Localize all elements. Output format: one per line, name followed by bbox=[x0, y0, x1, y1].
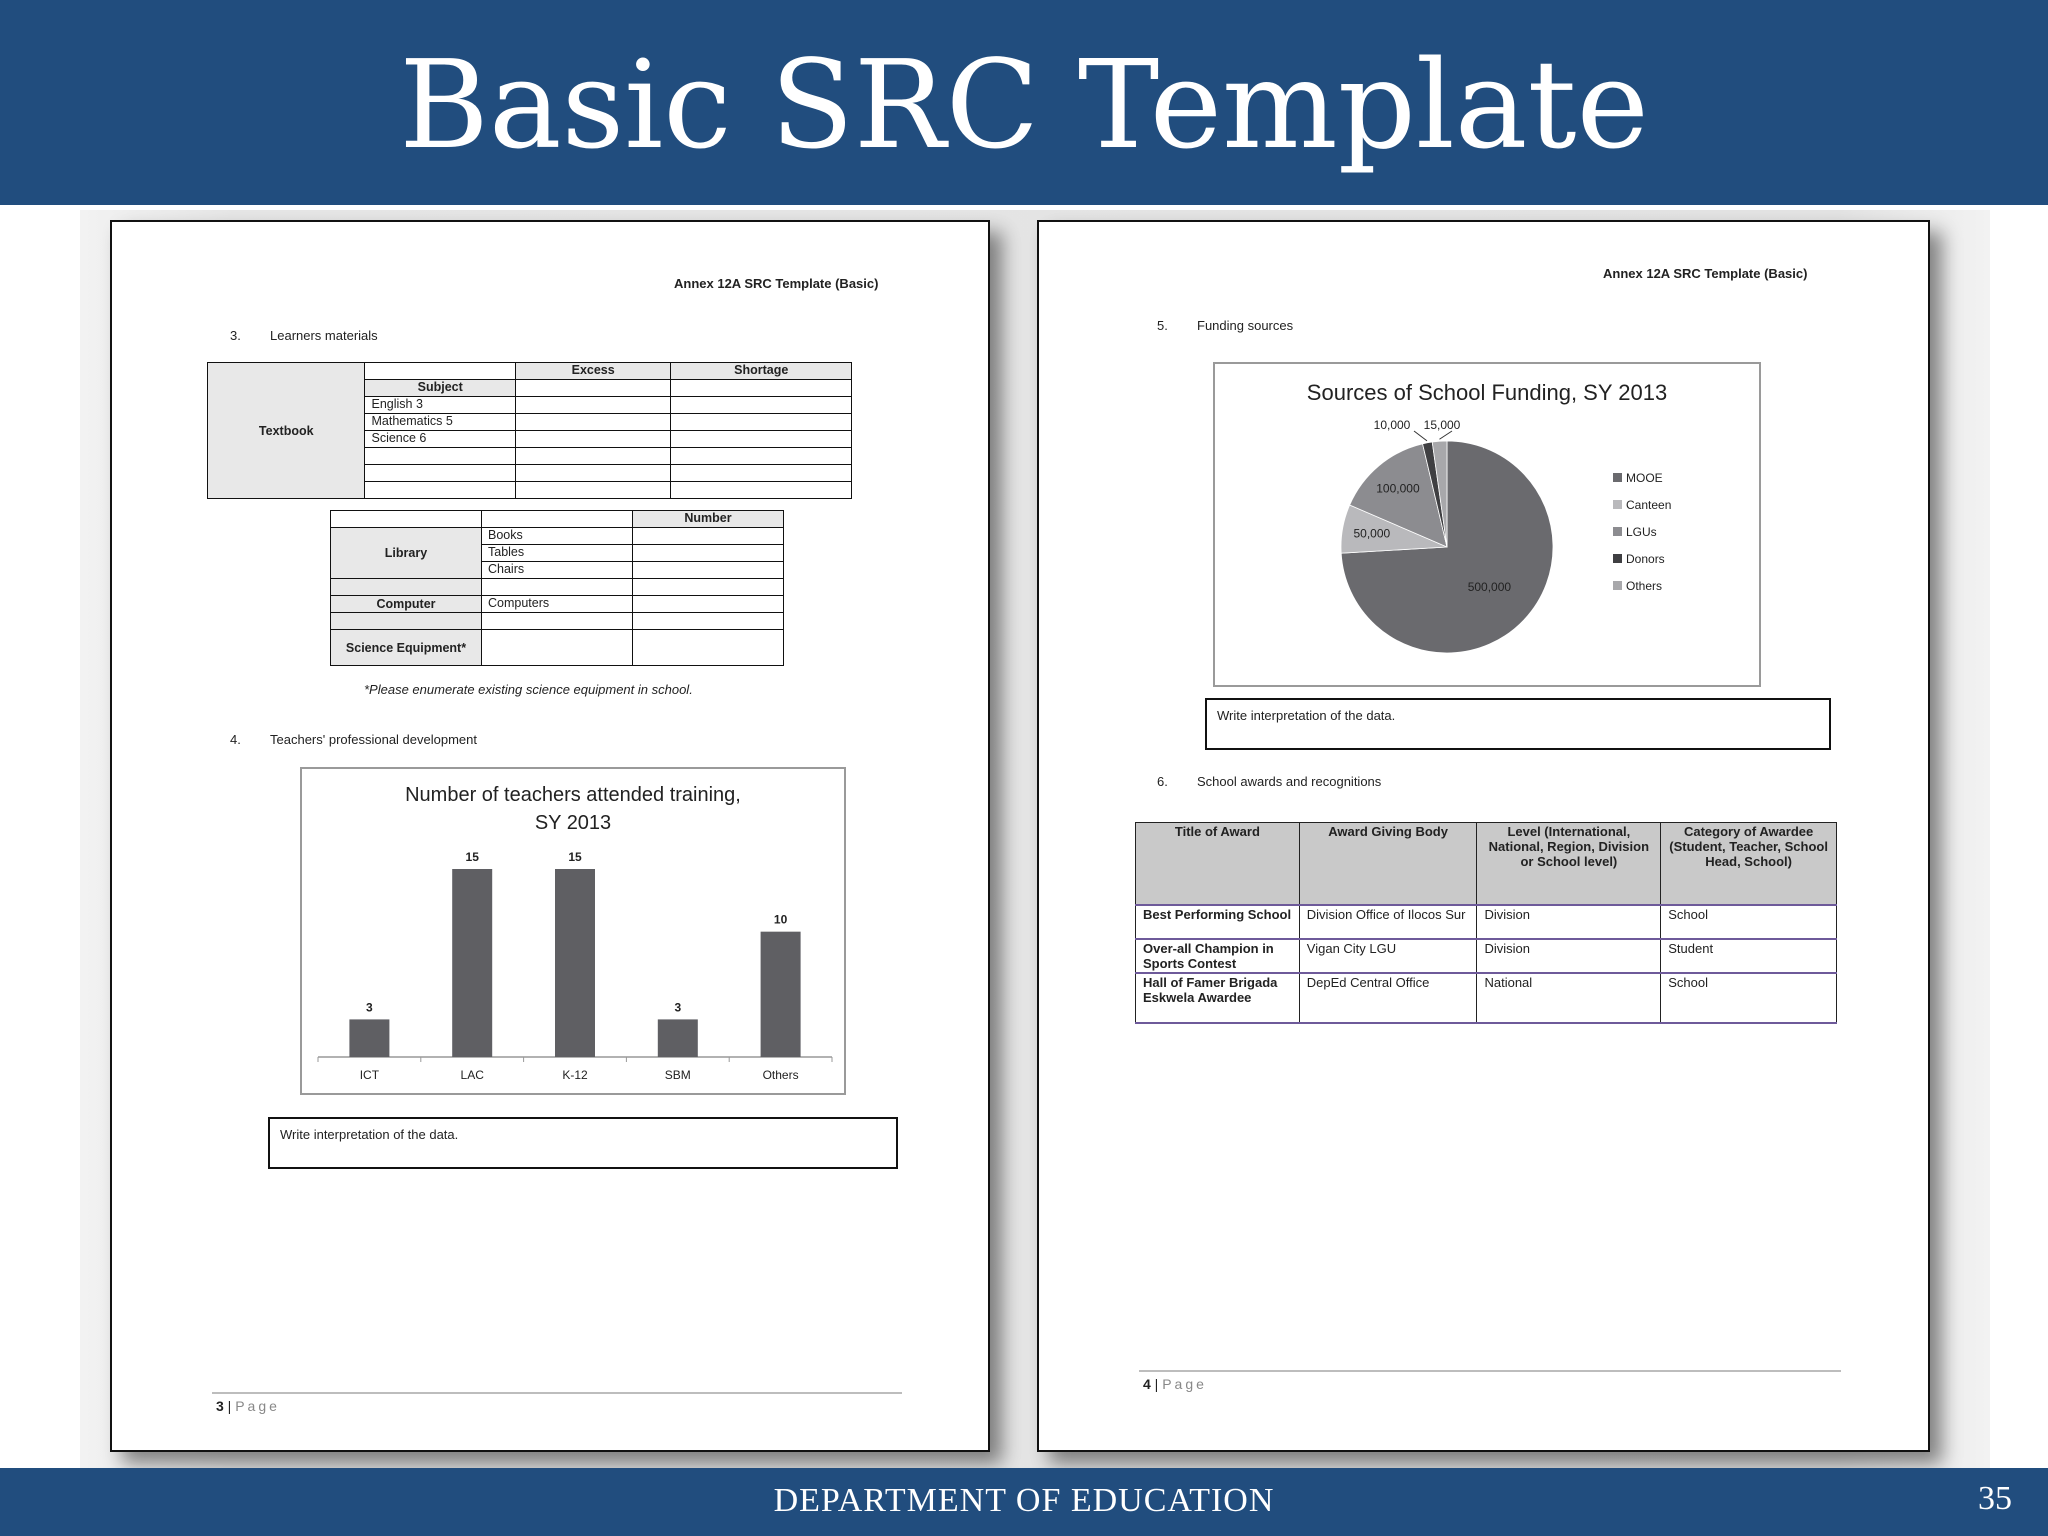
bar-value-label: 15 bbox=[568, 850, 582, 864]
bar bbox=[761, 932, 801, 1057]
legend-swatch bbox=[1613, 554, 1622, 563]
computer-item: Computers bbox=[482, 596, 633, 613]
science-equipment-label: Science Equipment* bbox=[331, 630, 482, 666]
award-level-header: Level (International, National, Region, Division or School level) bbox=[1477, 823, 1661, 905]
subject-cell: Science 6 bbox=[365, 431, 515, 448]
shortage-cell[interactable] bbox=[671, 482, 852, 499]
bar bbox=[349, 1019, 389, 1057]
document-page-3 bbox=[110, 220, 990, 1452]
section-learners-materials bbox=[230, 328, 378, 343]
bar-value-label: 10 bbox=[773, 912, 788, 927]
number-cell[interactable] bbox=[633, 562, 784, 579]
legend-label: LGUs bbox=[1626, 525, 1657, 539]
section-number: 4. bbox=[230, 732, 241, 747]
category-label: Others bbox=[762, 1068, 799, 1082]
pie-marks bbox=[1341, 418, 1671, 653]
bar bbox=[452, 869, 492, 1057]
number-cell[interactable] bbox=[633, 545, 784, 562]
legend-label: MOOE bbox=[1626, 471, 1663, 485]
interpretation-box[interactable]: Write interpretation of the data. bbox=[268, 1117, 898, 1169]
award-title-cell: Over-all Champion in Sports Contest bbox=[1136, 939, 1300, 973]
bar-marks bbox=[318, 850, 832, 1082]
excess-cell[interactable] bbox=[515, 482, 670, 499]
number-cell[interactable] bbox=[633, 596, 784, 613]
section-number: 5. bbox=[1157, 318, 1168, 333]
page-word: Page bbox=[1162, 1376, 1207, 1392]
bar-value-label: 3 bbox=[366, 1000, 373, 1015]
table-row bbox=[1136, 939, 1837, 973]
excess-cell[interactable] bbox=[515, 448, 670, 465]
excess-cell[interactable] bbox=[515, 465, 670, 482]
excess-header: Excess bbox=[515, 363, 670, 380]
pie-value-label: 15,000 bbox=[1423, 418, 1461, 432]
pie-leader-line bbox=[1414, 431, 1427, 441]
section-label: Funding sources bbox=[1197, 318, 1294, 333]
computer-label: Computer bbox=[331, 596, 482, 613]
category-label: SBM bbox=[664, 1068, 691, 1082]
bar bbox=[658, 1019, 698, 1057]
subject-cell: English 3 bbox=[365, 397, 515, 414]
chart-title: Sources of School Funding, SY 2013 bbox=[1306, 380, 1668, 405]
footnote: *Please enumerate existing science equipment in school. bbox=[364, 682, 693, 697]
excess-cell[interactable] bbox=[515, 380, 670, 397]
shortage-cell[interactable] bbox=[671, 414, 852, 431]
interpretation-box[interactable]: Write interpretation of the data. bbox=[1205, 698, 1831, 750]
legend-swatch bbox=[1613, 527, 1622, 536]
slide-number: 35 bbox=[1978, 1480, 2012, 1517]
award-category-header: Category of Awardee (Student, Teacher, School Head, School) bbox=[1661, 823, 1837, 905]
shortage-cell[interactable] bbox=[671, 465, 852, 482]
page-number: 4 bbox=[1143, 1376, 1151, 1392]
award-level-cell: Division bbox=[1477, 939, 1661, 973]
section-label: School awards and recognitions bbox=[1197, 774, 1382, 789]
section-teachers-development bbox=[230, 732, 477, 747]
legend-label: Others bbox=[1626, 579, 1663, 593]
section-funding-sources bbox=[1157, 318, 1293, 333]
pie-value-label: 50,000 bbox=[1353, 526, 1391, 541]
award-title-cell: Best Performing School bbox=[1136, 905, 1300, 939]
pie-leader-line bbox=[1439, 431, 1452, 439]
shortage-header: Shortage bbox=[671, 363, 852, 380]
textbook-table bbox=[207, 362, 852, 499]
library-item: Books bbox=[482, 528, 633, 545]
award-category-cell: School bbox=[1661, 973, 1837, 1023]
legend-label: Donors bbox=[1626, 552, 1665, 566]
award-category-cell: Student bbox=[1661, 939, 1837, 973]
award-body-header: Award Giving Body bbox=[1299, 823, 1477, 905]
table-row bbox=[1136, 973, 1837, 1023]
bar-chart-svg bbox=[302, 769, 844, 1093]
document-page-4 bbox=[1037, 220, 1930, 1452]
footer-rule bbox=[1139, 1370, 1841, 1372]
chart-title-line1: Number of teachers attended training, bbox=[405, 784, 741, 806]
legend-swatch bbox=[1613, 581, 1622, 590]
pie-chart-svg bbox=[1215, 364, 1759, 685]
shortage-cell[interactable] bbox=[671, 448, 852, 465]
page-footer: 3 | Page bbox=[216, 1398, 280, 1414]
legend-label: Canteen bbox=[1626, 498, 1672, 512]
science-item-cell[interactable] bbox=[482, 630, 633, 666]
footer-rule bbox=[212, 1392, 902, 1394]
bar bbox=[555, 869, 595, 1057]
pie-value-label: 100,000 bbox=[1376, 481, 1420, 496]
section-number: 6. bbox=[1157, 774, 1168, 789]
page-number: 3 bbox=[216, 1398, 224, 1414]
subject-cell: Mathematics 5 bbox=[365, 414, 515, 431]
award-body-cell: Division Office of Ilocos Sur bbox=[1299, 905, 1477, 939]
number-header: Number bbox=[633, 511, 784, 528]
footer-department: DEPARTMENT OF EDUCATION bbox=[773, 1482, 1275, 1519]
shortage-cell[interactable] bbox=[671, 397, 852, 414]
library-label: Library bbox=[331, 528, 482, 579]
table-row bbox=[1136, 905, 1837, 939]
section-number: 3. bbox=[230, 328, 241, 343]
award-title-header: Title of Award bbox=[1136, 823, 1300, 905]
library-item: Chairs bbox=[482, 562, 633, 579]
excess-cell[interactable] bbox=[515, 431, 670, 448]
page-footer: 4 | Page bbox=[1143, 1376, 1207, 1392]
section-label: Learners materials bbox=[270, 328, 378, 343]
annex-label: Annex 12A SRC Template (Basic) bbox=[1603, 266, 1808, 281]
shortage-cell[interactable] bbox=[671, 380, 852, 397]
category-label: ICT bbox=[359, 1068, 380, 1082]
bar-value-label: 3 bbox=[674, 1000, 682, 1015]
textbook-label: Textbook bbox=[208, 363, 365, 499]
section-label: Teachers' professional development bbox=[270, 732, 477, 747]
pie-value-label: 500,000 bbox=[1467, 580, 1512, 595]
legend-swatch bbox=[1613, 500, 1622, 509]
excess-cell[interactable] bbox=[515, 414, 670, 431]
category-label: K-12 bbox=[562, 1068, 588, 1082]
award-level-cell: National bbox=[1477, 973, 1661, 1023]
award-title-cell: Hall of Famer Brigada Eskwela Awardee bbox=[1136, 973, 1300, 1023]
award-category-cell: School bbox=[1661, 905, 1837, 939]
teacher-training-chart bbox=[300, 767, 846, 1095]
funding-pie-chart bbox=[1213, 362, 1761, 687]
number-cell[interactable] bbox=[633, 528, 784, 545]
facility-table bbox=[330, 510, 784, 666]
chart-title-line2: SY 2013 bbox=[534, 812, 612, 834]
award-body-cell: DepEd Central Office bbox=[1299, 973, 1477, 1023]
library-item: Tables bbox=[482, 545, 633, 562]
bar-value-label: 15 bbox=[465, 850, 479, 864]
subject-cell bbox=[365, 448, 515, 465]
section-school-awards bbox=[1157, 774, 1381, 789]
subject-cell bbox=[365, 465, 515, 482]
shortage-cell[interactable] bbox=[671, 431, 852, 448]
pie-value-label: 10,000 bbox=[1373, 418, 1411, 432]
number-cell[interactable] bbox=[633, 630, 784, 666]
subject-header: Subject bbox=[365, 380, 515, 397]
annex-label: Annex 12A SRC Template (Basic) bbox=[674, 276, 879, 291]
awards-table bbox=[1135, 822, 1837, 1024]
slide-title: Basic SRC Template bbox=[399, 34, 1649, 176]
excess-cell[interactable] bbox=[515, 397, 670, 414]
page-word: Page bbox=[235, 1398, 280, 1414]
category-label: LAC bbox=[460, 1068, 484, 1082]
award-level-cell: Division bbox=[1477, 905, 1661, 939]
subject-cell bbox=[365, 482, 515, 499]
award-body-cell: Vigan City LGU bbox=[1299, 939, 1477, 973]
legend-swatch bbox=[1613, 473, 1622, 482]
